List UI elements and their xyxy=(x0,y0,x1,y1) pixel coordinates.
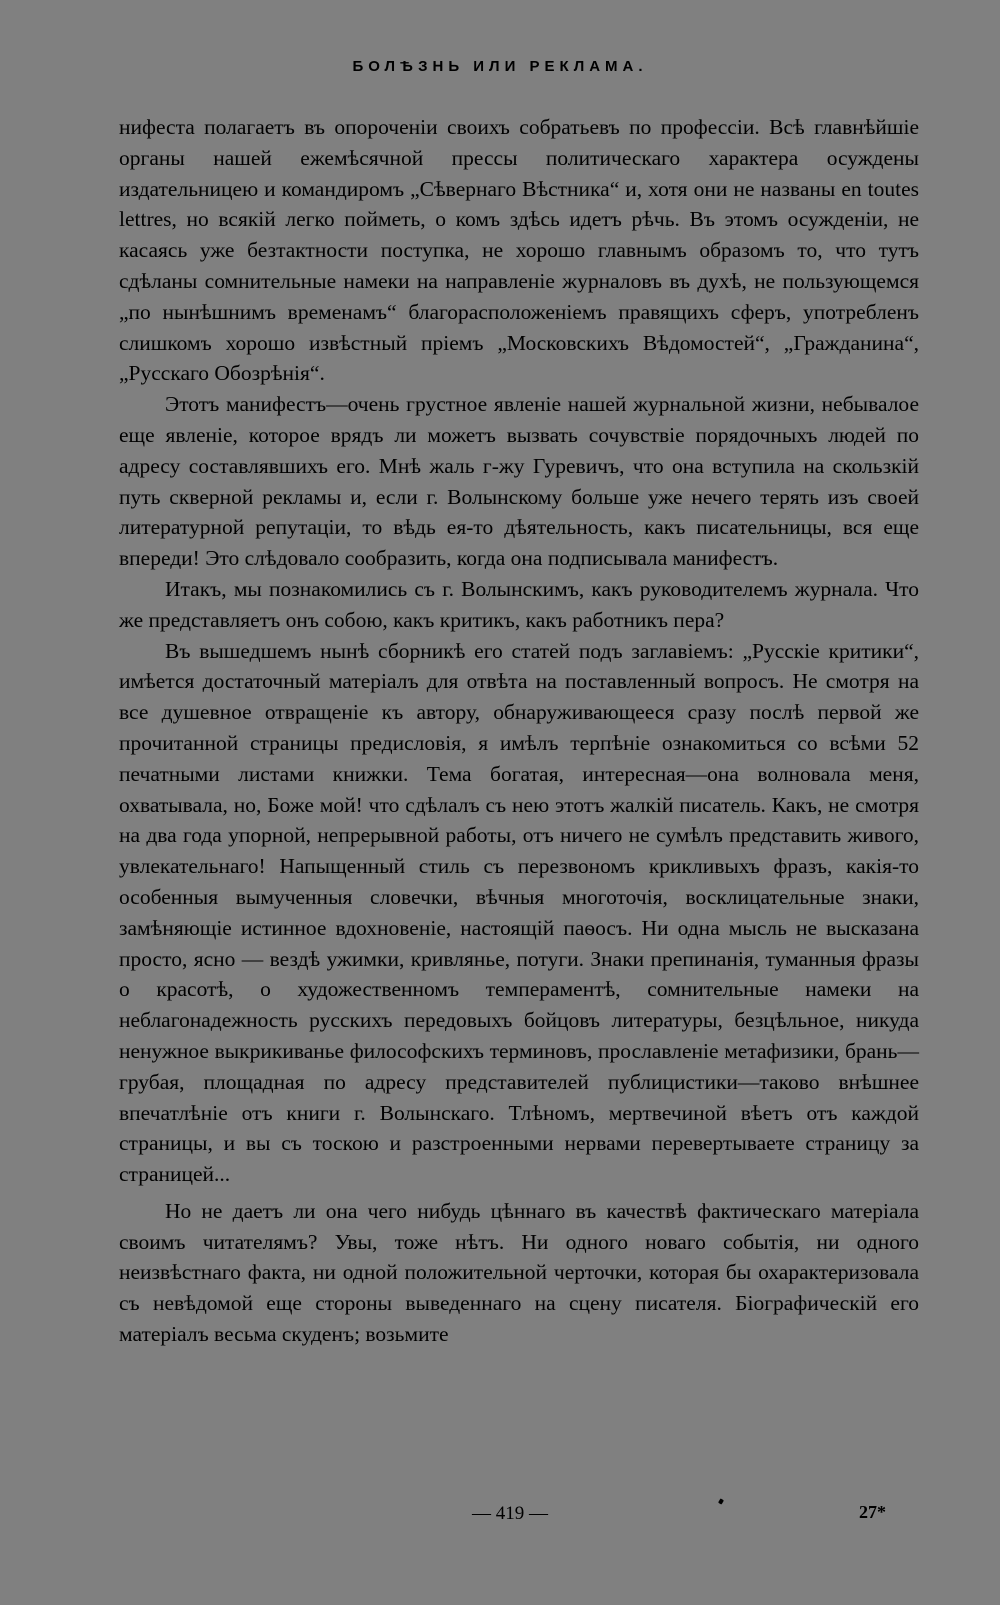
paragraph-5: Но не даетъ ли она чего нибудь цѣннаго въ качествѣ фактическаго матеріала своимъ читателямъ? Увы, тоже нѣтъ. Ни одного новаго событія, ни одного неизвѣстнаго факта, ни одной положительной черточки, которая бы охарактеризовала съ невѣдомой еще стороны выведеннаго на сцену писателя. Біографическій его матеріалъ весьма скуденъ; возьмите xyxy=(119,1198,919,1347)
signature-mark: 27* xyxy=(859,1502,886,1522)
ink-speck xyxy=(718,1498,724,1504)
running-head: БОЛѢЗНЬ ИЛИ РЕКЛАМА. xyxy=(352,58,648,75)
body-text xyxy=(119,112,919,1350)
page-number: — 419 — xyxy=(472,1503,548,1524)
paragraph-1: нифеста полагаетъ въ опороченіи своихъ собратьевъ по профессіи. Всѣ главнѣйшіе органы нашей ежемѣсячной прессы политическаго характера осуждены издательницею и командиромъ „Сѣвернаго Вѣстника“ и, хотя они не названы en toutes lettres, но всякій легко пойметь, о комъ здѣсь идетъ рѣчь. Въ этомъ осужденіи, не касаясь уже безтактности поступка, не хорошо главнымъ образомъ то, что тутъ сдѣланы сомнительные намеки на направленіе журналовъ въ духѣ, не пользующемся „по нынѣшнимъ временамъ“ благорасположеніемъ правящихъ сферъ, употребленъ слишкомъ хорошо извѣстный пріемъ „Московскихъ Вѣдомостей“, „Гражданина“, „Русскаго Обозрѣнія“. xyxy=(119,115,919,386)
paragraph-2: Этотъ манифестъ—очень грустное явленіе нашей журнальной жизни, небывалое еще явленіе, которое врядъ ли можетъ вызвать сочувствіе порядочныхъ людей по адресу составлявшихъ его. Мнѣ жаль г-жу Гуревичъ, что она вступила на скользкій путь скверной рекламы и, если г. Волынскому больше уже нечего терять изъ своей литературной репутаціи, то вѣдь ея-то дѣятельность, какъ писательницы, вся еще впереди! Это слѣдовало сообразить, когда она подписывала манифестъ. xyxy=(119,392,919,571)
paragraph-4: Въ вышедшемъ нынѣ сборникѣ его статей подъ заглавіемъ: „Русскіе критики“, имѣется достаточный матеріалъ для отвѣта на поставленный вопросъ. Не смотря на все душевное отвращеніе къ автору, обнаруживающееся сразу послѣ первой же прочитанной страницы предисловія, я имѣлъ терпѣніе ознакомиться со всѣми 52 печатными листами книжки. Тема богатая, интересная—она волновала меня, охватывала, но, Боже мой! что сдѣлалъ съ нею этотъ жалкій писатель. Какъ, не смотря на два года упорной, непрерывной работы, отъ ничего не сумѣлъ представить живого, увлекательнаго! Напыщенный стиль съ перезвономъ крикливыхъ фразъ, какія-то особенныя вымученныя словечки, вѣчныя многоточія, восклицательные знаки, замѣняющіе истинное вдохновеніе, настоящій паѳосъ. Ни одна мысль не высказана просто, ясно — вездѣ ужимки, кривлянье, потуги. Знаки препинанія, туманныя фразы о красотѣ, о художественномъ темпераментѣ, сомнительные намеки на неблагонадежность русскихъ передовыхъ бойцовъ литературы, безцѣльное, никуда ненужное выкрикиванье философскихъ терминовъ, прославленіе метафизики, брань—грубая, площадная по адресу представителей публицистики—таково внѣшнее впечатлѣніе отъ книги г. Волынскаго. Тлѣномъ, мертвечиной вѣетъ отъ каждой страницы, и вы съ тоскою и разстроенными нервами перевертываете страницу за страницей... xyxy=(119,638,919,1187)
paragraph-3: Итакъ, мы познакомились съ г. Волынскимъ, какъ руководителемъ журнала. Что же представляетъ онъ собою, какъ критикъ, какъ работникъ пера? xyxy=(119,576,919,632)
